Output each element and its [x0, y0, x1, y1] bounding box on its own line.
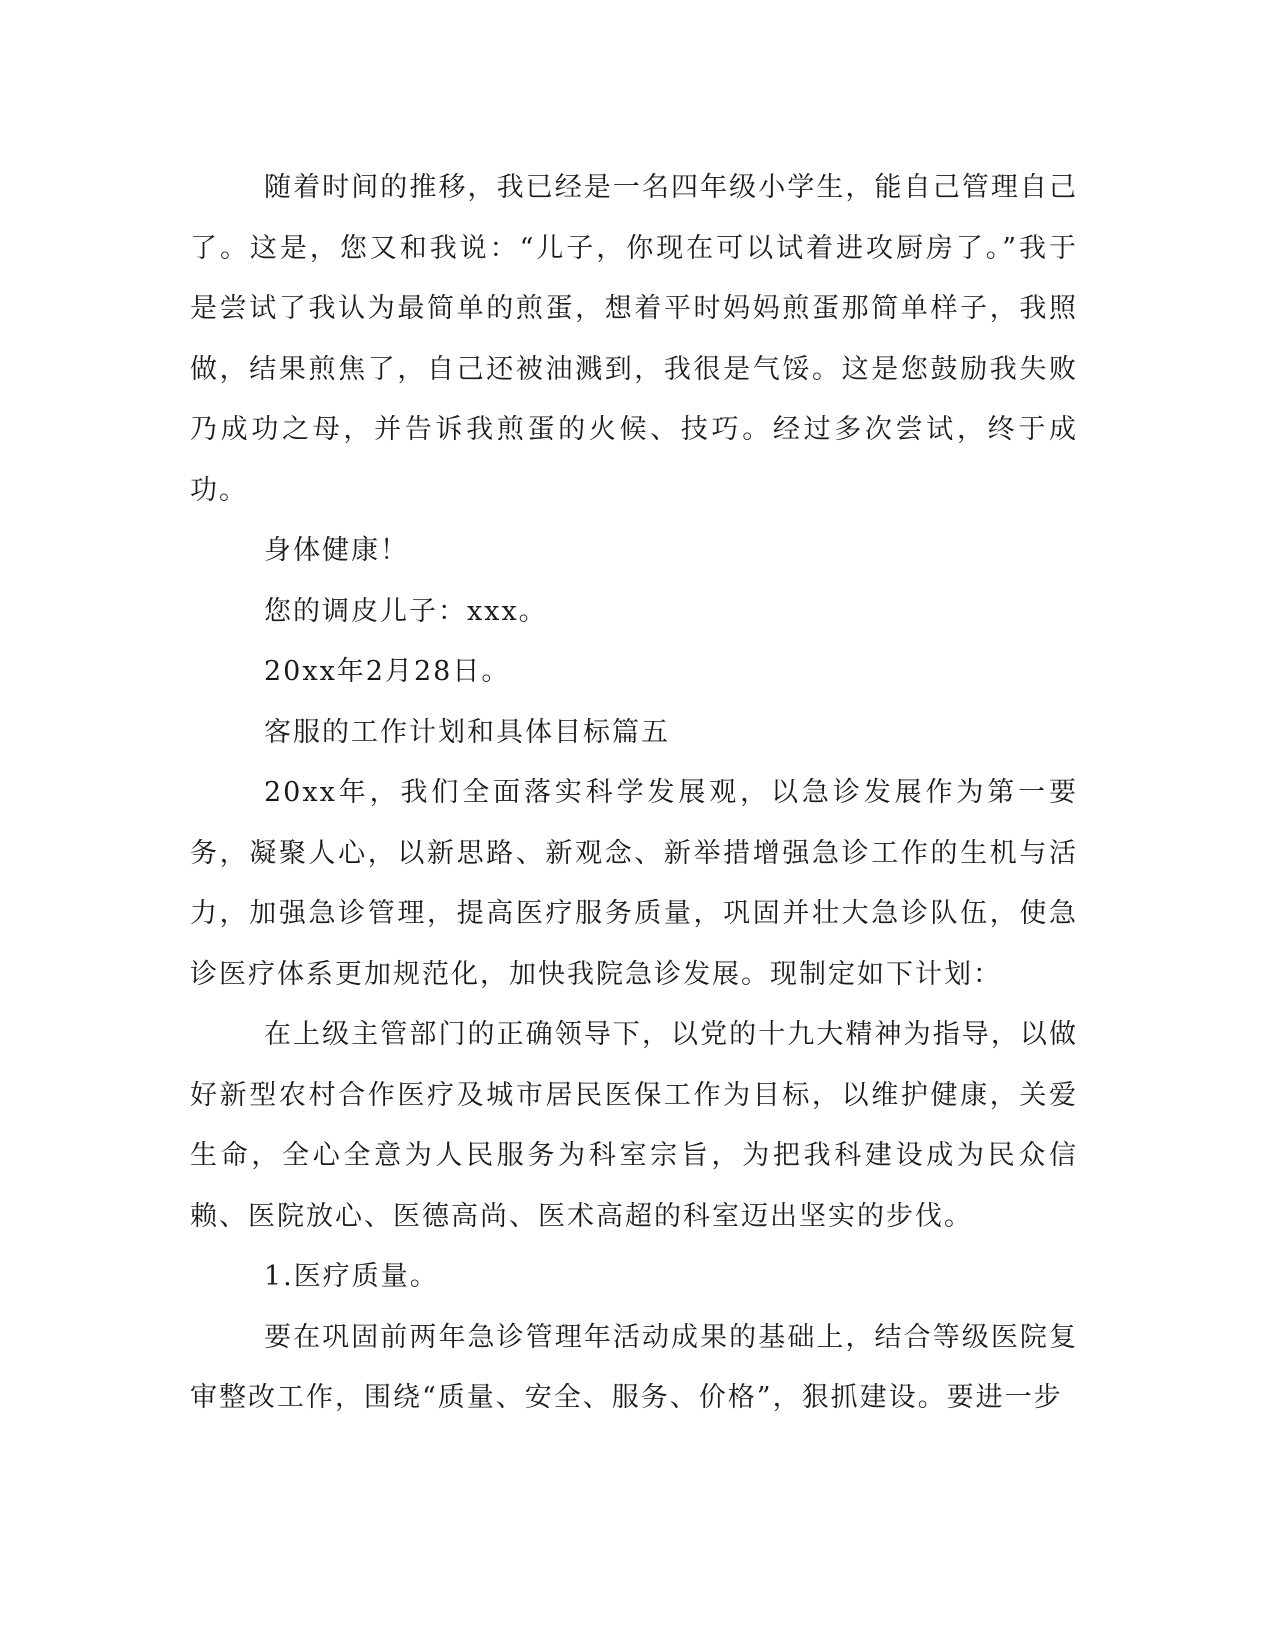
- list-heading-medical-quality: 1.医疗质量。: [264, 1261, 439, 1292]
- paragraph-guiding-principle: 在上级主管部门的正确领导下，以党的十九大精神为指导，以做好新型农村合作医疗及城市居民医保工作为目标，以维护健康，关爱生命，全心全意为人民服务为科室宗旨，为把我科建设成为民众信赖、医院放心、医德高尚、医术高超的科室迈出坚实的步伐。: [190, 1019, 1078, 1232]
- section-heading: 客服的工作计划和具体目标篇五: [264, 716, 670, 748]
- paragraph-signature: 您的调皮儿子：xxx。: [264, 595, 548, 627]
- paragraph-closing-wish: 身体健康！: [264, 535, 409, 566]
- paragraph-omelette-story: 随着时间的推移，我已经是一名四年级小学生，能自己管理自己了。这是，您又和我说：“儿子，你现在可以试着进攻厨房了。”我于是尝试了我认为最简单的煎蛋，想着平时妈妈煎蛋那简单样子，我照做，结果煎焦了，自己还被油溅到，我很是气馁。这是您鼓励我失败乃成功之母，并告诉我煎蛋的火候、技巧。经过多次尝试，终于成功。: [190, 172, 1078, 506]
- paragraph-plan-intro: 20xx年，我们全面落实科学发展观，以急诊发展作为第一要务，凝聚人心，以新思路、新观念、新举措增强急诊工作的生机与活力，加强急诊管理，提高医疗服务质量，巩固并壮大急诊队伍，使急诊医疗体系更加规范化，加快我院急诊发展。现制定如下计划：: [190, 777, 1078, 990]
- document-body: [190, 158, 1078, 1429]
- paragraph-date: 20xx年2月28日。: [264, 656, 511, 687]
- paragraph-medical-quality: 要在巩固前两年急诊管理年活动成果的基础上，结合等级医院复审整改工作，围绕“质量、安全、服务、价格”，狠抓建设。要进一步: [190, 1321, 1078, 1413]
